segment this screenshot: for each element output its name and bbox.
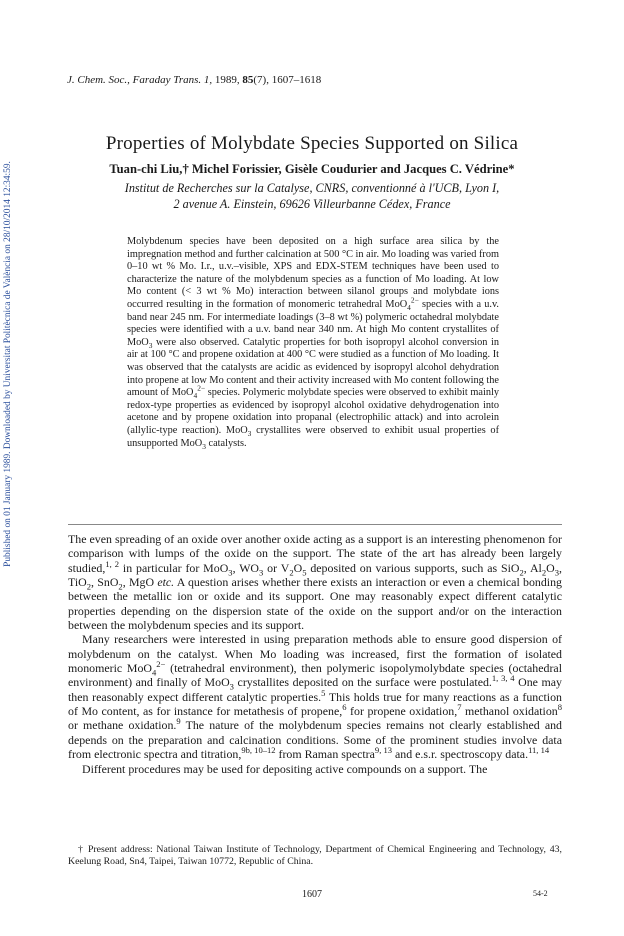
paragraph-1: The even spreading of an oxide over another oxide acting as a support is an interesting phenomenon for comparison with lumps of the oxide on the support. The state of the art has already been largely studied,$^{1, 2}$ in particular for MoO$_3$, $WO_3$ or $V_2O_5$ deposited on various supports, such as SiO$_2$, $Al_2O_3$, TiO$_2$, SnO$_2$, MgO etc. A question arises whether there exists an interaction or even a chemical bonding between the metallic ion or oxide and its support. One may reasonably expect different catalytic properties depending on the dispersion state of the oxide on the support and/or on the interaction between the molybdenum species and its support.: [68, 532, 563, 633]
journal-year: 1989,: [214, 74, 240, 86]
page-code: 54-2: [533, 889, 548, 898]
footnote-text: † Present address: National Taiwan Institute of Technology, Department of Chemical Engineering and Technology, 43, Keelung Road, Sn4, Taipei, Taiwan 10772, Republic of China.: [68, 844, 562, 867]
affiliation-line-2: 2 avenue A. Einstein, 69626 Villeurbanne Cédex, France: [173, 197, 451, 211]
abstract: [127, 236, 499, 450]
ref-citation: 6: [342, 702, 347, 713]
abstract-text: Molybdenum species have been deposited on a high surface area silica by the impregnation method and further calcination at 500 °C in air. Mo loading was varied from 0–10 wt % Mo. I.r., u.v.–visible, XPS and EDX-STEM techniques have been used to characterize the nature of the molybdenum species as a function of Mo loading. At low Mo content (< 3 wt % Mo) interaction between silanol groups and molybdate ions occurred resulting in the formation of monomeric tetrahedral MoO$_4^{2-}$ species with a u.v. band near 245 nm. For intermediate loadings (3–8 wt %) polymeric octahedral molybdate species were identified with a u.v. band near 340 nm. At high Mo content crystallites of MoO$_3$ were also observed. Catalytic properties for both isopropyl alcohol conversion in air at 100 °C and propene oxidation at 400 °C were studied as a function of Mo loading. It was observed that the catalysts are acidic as evidenced by isopropyl alcohol dehydration into propene at low Mo content and their activity increased with Mo content following the amount of MoO$_4^{2-}$ species. Polymeric molybdate species were observed to exhibit mainly redox-type properties as evidenced by isopropyl alcohol oxidative dehydrogenation into acetone and by propene oxidation into propanal (electrophilic attack) and into acrolein (allylic-type reaction). MoO$_3$ crystallites were observed to exhibit usual properties of unsupported MoO$_3$ catalysts.: [127, 236, 500, 451]
paper-title: Properties of Molybdate Species Supported on Silica: [105, 133, 519, 154]
journal-name: J. Chem. Soc., Faraday Trans. 1,: [67, 74, 213, 86]
author-list: Tuan-chi Liu,† Michel Forissier, Gisèle Coudurier and Jacques C. Védrine*: [109, 162, 515, 176]
abstract-divider: [68, 524, 562, 525]
ref-citation: 8: [557, 702, 563, 713]
main-text: [68, 532, 562, 776]
page-number: 1607: [302, 889, 322, 900]
ref-citation: 5: [321, 687, 326, 698]
footnote: [68, 844, 562, 868]
paragraph-2: Many researchers were interested in using preparation methods able to ensure good dispersion of molybdenum on the catalyst. When Mo loading was increased, first the formation of isolated monomeric MoO$_4^{2-}$ (tetrahedral environment), then polymeric isopolymolybdate species (octahedral environment) and finally of MoO$_3$ crystallites deposited on the surface were postulated.$^{1, 3, 4}$ One may then reasonably expect different catalytic properties.$^5$ This holds true for many reactions as a function of Mo content, as for instance for metathesis of propene,$^6$ for propene oxidation,$^7$ methanol oxidation$^8$ or methane oxidation.$^9$ The nature of the molybdenum species remains not clearly established and depends on the preparation and calcination conditions. Some of the prominent studies involve data from electronic spectra and titration,$^{9b, 10-12}$ from Raman spectra$^{9, 13}$ and e.s.r. spectroscopy data.$^{11, 14}$: [68, 632, 563, 762]
ref-citation: 1, 3, 4: [491, 673, 515, 684]
ref-citation: 1, 2: [105, 558, 120, 569]
journal-issue-pages: (7), 1607–1618: [253, 74, 322, 86]
journal-citation: [67, 74, 321, 86]
affiliation-line-1: Institut de Recherches sur la Catalyse, CNRS, conventionné à l'UCB, Lyon I,: [124, 181, 500, 195]
journal-volume: 85: [242, 74, 254, 86]
paragraph-3: Different procedures may be used for depositing active compounds on a support. The: [82, 761, 488, 776]
ref-citation: 9, 13: [374, 745, 393, 756]
ref-citation: 9b, 10–12: [241, 745, 276, 756]
affiliation: [0, 180, 624, 212]
ref-citation: 9: [176, 716, 181, 727]
ref-citation: 7: [457, 702, 462, 713]
download-stamp-text: Published on 01 January 1989. Downloaded by Universitat Politècnica de València on 28/10/2014 12:34:59.: [3, 161, 14, 567]
ref-citation: 11, 14: [528, 745, 550, 756]
